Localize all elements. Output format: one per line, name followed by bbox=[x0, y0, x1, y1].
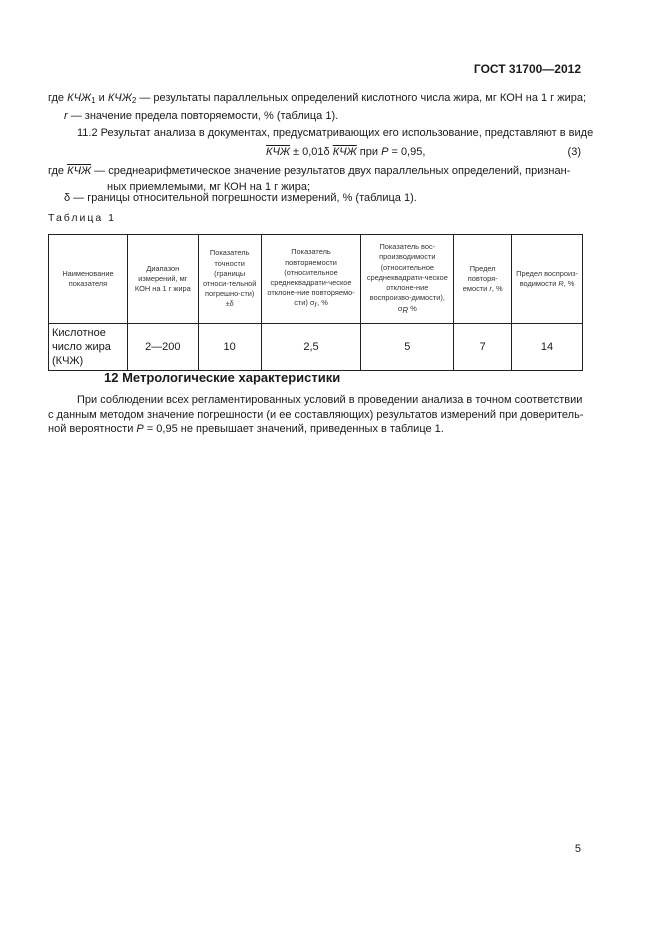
paragraph-line-2: с данным методом значение погрешности (и ее составляющих) результатов измерений при доверитель- bbox=[48, 409, 584, 421]
header-name: Наименование показателя bbox=[49, 235, 128, 324]
paragraph-line-1: При соблюдении всех регламентированных условий в проведении анализа в точном соответствии bbox=[77, 394, 583, 406]
table-row bbox=[49, 324, 583, 371]
cell-name: Кислотное число жира (КЧЖ) bbox=[49, 324, 128, 371]
cell-sigma-R: 5 bbox=[361, 324, 454, 371]
cell-delta: 10 bbox=[198, 324, 261, 371]
cell-sigma-r: 2,5 bbox=[261, 324, 361, 371]
paragraph-line-3: ной вероятности P = 0,95 не превышает значений, приведенных в таблице 1. bbox=[48, 423, 444, 435]
header-accuracy: Показатель точности (границы относи-тельной погрешно-сти) ±δ bbox=[198, 235, 261, 324]
header-repeatability-limit: Предел повторя-емости r, % bbox=[454, 235, 512, 324]
definition-kchzh-1-2: где $КЧЖ_1$ и $КЧЖ_2$ — результаты параллельных определений кислотного числа жира, мг КОН на 1 г жира; bbox=[48, 92, 587, 105]
formula-number: (3) bbox=[567, 146, 581, 158]
metrology-table bbox=[48, 234, 583, 371]
cell-range: 2—200 bbox=[127, 324, 198, 371]
header-reproducibility: Показатель вос-производимости (относительное среднеквадрати-ческое отклоне-ние воспроизво-димости), σR % bbox=[361, 235, 454, 324]
cell-r: 7 bbox=[454, 324, 512, 371]
header-reproducibility-limit: Предел воспроиз-водимости R, % bbox=[512, 235, 583, 324]
page-number: 5 bbox=[574, 843, 581, 855]
formula-3: КЧЖ ± 0,01δ КЧЖ при P = 0,95, bbox=[266, 146, 426, 158]
definition-r: r — значение предела повторяемости, % (таблица 1). bbox=[64, 110, 339, 122]
cell-R: 14 bbox=[512, 324, 583, 371]
clause-11-2: 11.2 Результат анализа в документах, предусматривающих его использование, представляют в виде bbox=[77, 127, 594, 139]
header-repeatability: Показатель повторяемости (относительное среднеквадрати-ческое отклоне-ние повторяемо-сти) σr, % bbox=[261, 235, 361, 324]
definition-delta: δ — границы относительной погрешности измерений, % (таблица 1). bbox=[64, 192, 417, 204]
standard-number: ГОСТ 31700—2012 bbox=[473, 62, 581, 76]
definition-mean-kchzh-cont: ных приемлемыми, мг КОН на 1 г жира; bbox=[107, 181, 311, 193]
table-header-row bbox=[49, 235, 583, 324]
definition-mean-kchzh: где КЧЖ — среднеарифметическое значение результатов двух параллельных определений, признан- bbox=[48, 165, 571, 177]
table-caption: Таблица 1 bbox=[48, 212, 116, 224]
header-range: Диапазон измерений, мг КОН на 1 г жира bbox=[127, 235, 198, 324]
section-title: 12 Метрологические характеристики bbox=[104, 370, 341, 385]
